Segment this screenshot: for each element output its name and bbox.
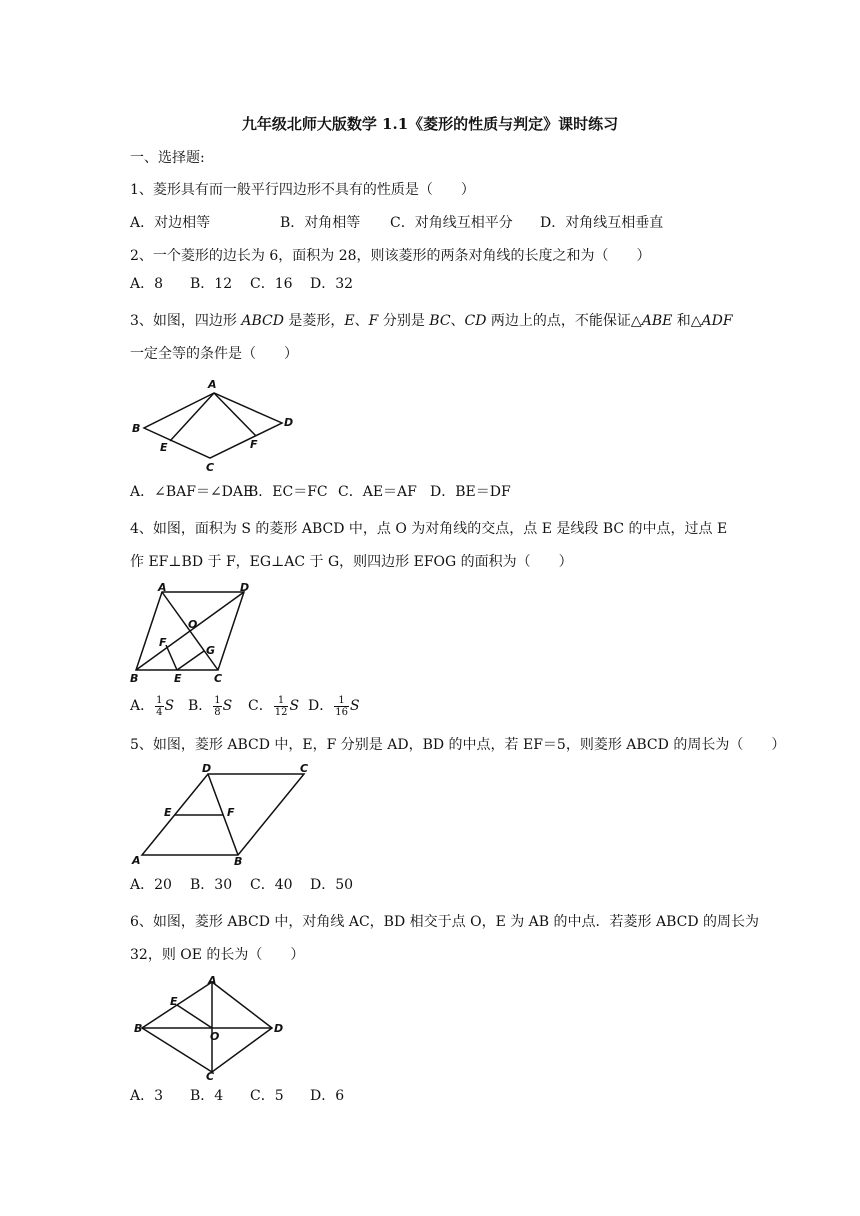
q5-option-b[interactable]: B．30 (190, 877, 233, 893)
q3-label-a: A (208, 378, 217, 391)
q2-option-d[interactable]: D．32 (310, 276, 354, 292)
question-3-options (130, 482, 511, 502)
section-heading: 一、选择题: (130, 150, 205, 166)
q6-option-a[interactable]: A．3 (130, 1088, 164, 1104)
q4-segment-ef (166, 645, 177, 670)
question-4-stem: 4、如图，面积为 S 的菱形 ABCD 中，点 O 为对角线的交点，点 E 是线段 BC 的中点，过点 E (130, 521, 728, 537)
q4-label-e: E (174, 672, 182, 685)
q5-option-a[interactable]: A．20 (130, 877, 172, 893)
q5-option-c[interactable]: C．40 (250, 877, 293, 893)
question-5-options (130, 875, 353, 895)
q4-option-d[interactable]: D． $\frac{1}{16}$ S (308, 694, 360, 718)
question-1-options (130, 213, 663, 233)
q3-segment-af (214, 393, 256, 436)
q5-label-f: F (227, 806, 235, 819)
question-3-stem: 3、如图，四边形 ABCD 是菱形，E、F 分别是 BC、CD 两边上的点，不能保证△ABE 和△ADF (130, 313, 733, 329)
q2-option-a[interactable]: A．8 (130, 276, 164, 292)
q4-option-a[interactable]: A． $\frac{1}{4}$ S (130, 694, 175, 718)
q3-label-e: E (160, 441, 168, 454)
q4-option-b[interactable]: B． $\frac{1}{8}$ S (188, 694, 233, 718)
page-title: 九年级北师大版数学 1.1《菱形的性质与判定》课时练习 (241, 115, 619, 133)
q6-label-c: C (206, 1070, 215, 1083)
q4-label-f: F (159, 636, 167, 649)
question-6-stem-line2: 32，则 OE 的长为（ ） (130, 947, 305, 963)
q4-label-g: G (206, 644, 216, 657)
q5-rhombus-figure (130, 764, 320, 870)
q4-segment-eg (177, 651, 204, 670)
q5-label-a: A (132, 854, 141, 867)
q3-label-d: D (284, 416, 294, 429)
q3-label-f: F (250, 438, 258, 451)
q6-label-b: B (134, 1022, 143, 1035)
q4-label-a: A (158, 581, 167, 594)
q6-label-o: O (210, 1030, 220, 1043)
question-4-stem-line2: 作 EF⊥BD 于 F，EG⊥AC 于 G，则四边形 EFOG 的面积为（ ） (130, 554, 573, 570)
q6-option-d[interactable]: D．6 (310, 1088, 345, 1104)
q5-label-c: C (300, 762, 309, 775)
q3-segment-ae (170, 393, 214, 441)
q4-label-o: O (188, 618, 198, 631)
q5-label-b: B (234, 855, 243, 868)
question-4-options (130, 694, 360, 718)
q3-label-b: B (132, 422, 141, 435)
q4-label-c: C (214, 672, 223, 685)
q3-option-c[interactable]: C．AE＝AF (338, 484, 417, 500)
q4-label-d: D (240, 581, 250, 594)
question-2-stem: 2、一个菱形的边长为 6，面积为 28，则该菱形的两条对角线的长度之和为（ ） (130, 248, 651, 264)
q3-label-c: C (206, 461, 215, 474)
q4-diagonal-bd (136, 592, 244, 670)
q3-rhombus-figure (130, 378, 300, 477)
q6-option-c[interactable]: C．5 (250, 1088, 284, 1104)
question-6-options (130, 1086, 344, 1106)
question-5-stem: 5、如图，菱形 ABCD 中，E，F 分别是 AD，BD 的中点，若 EF＝5，则菱形 ABCD 的周长为（ ） (130, 737, 786, 753)
q6-rhombus-outline (142, 982, 272, 1072)
q5-label-e: E (164, 806, 172, 819)
q4-label-b: B (130, 672, 139, 685)
question-1-stem: 1、菱形具有而一般平行四边形不具有的性质是（ ） (130, 182, 475, 198)
q6-segment-oe (177, 1005, 212, 1028)
question-2-options (130, 274, 353, 294)
q1-option-c[interactable]: C．对角线互相平分 (390, 215, 513, 231)
q2-option-b[interactable]: B．12 (190, 276, 233, 292)
q6-label-a: A (208, 974, 217, 987)
q1-option-d[interactable]: D．对角线互相垂直 (540, 215, 664, 231)
q5-label-d: D (202, 762, 212, 775)
q1-option-a[interactable]: A．对边相等 (130, 215, 211, 231)
q3-option-a[interactable]: A．∠BAF＝∠DAE (130, 484, 254, 500)
q3-option-d[interactable]: D．BE＝DF (430, 484, 511, 500)
q4-rhombus-figure (130, 581, 260, 688)
q6-label-e: E (170, 995, 178, 1008)
q6-label-d: D (274, 1022, 284, 1035)
q2-option-c[interactable]: C．16 (250, 276, 293, 292)
question-3-stem-line2: 一定全等的条件是（ ） (130, 346, 298, 362)
q1-option-b[interactable]: B．对角相等 (280, 215, 361, 231)
q4-option-c[interactable]: C． $\frac{1}{12}$ S (248, 694, 300, 718)
q6-rhombus-figure (130, 974, 300, 1088)
q3-option-b[interactable]: B．EC＝FC (248, 484, 328, 500)
question-6-stem: 6、如图，菱形 ABCD 中，对角线 AC，BD 相交于点 O，E 为 AB 的中点．若菱形 ABCD 的周长为 (130, 914, 760, 930)
q6-option-b[interactable]: B．4 (190, 1088, 224, 1104)
q5-option-d[interactable]: D．50 (310, 877, 354, 893)
